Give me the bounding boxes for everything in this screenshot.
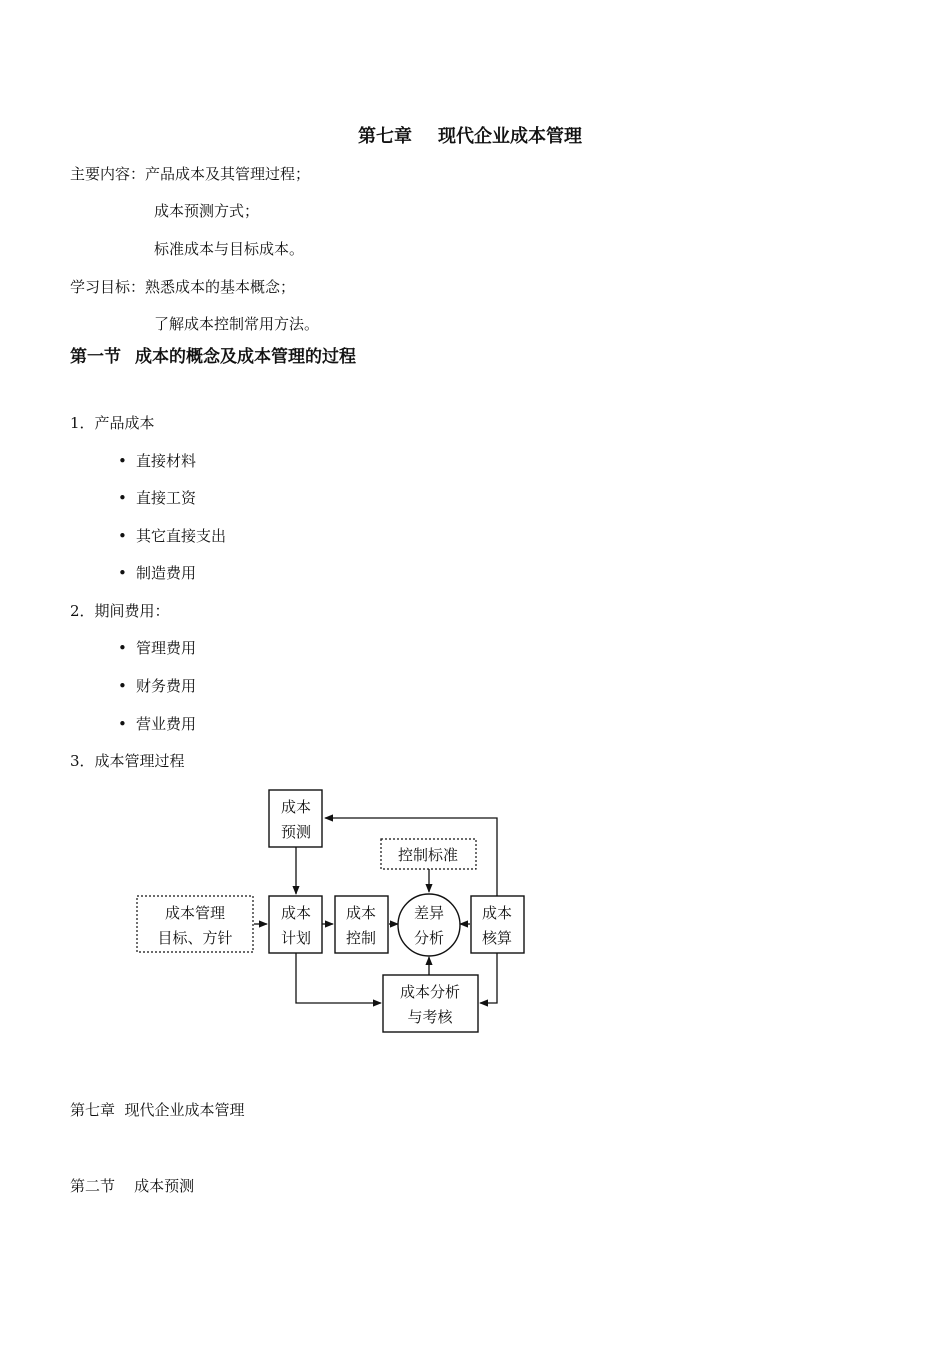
node-forecast	[269, 790, 322, 847]
chapter-number: 第七章	[358, 126, 412, 147]
list-item: • 财务费用	[118, 677, 197, 695]
node-plan	[269, 896, 322, 953]
svg-text:目标、方针: 目标、方针	[157, 929, 233, 947]
learning-goal-item: 了解成本控制常用方法。	[154, 315, 320, 333]
list-heading: 3．成本管理过程	[70, 752, 185, 770]
arrow-accounting-to-analysis	[480, 953, 497, 1003]
svg-text:控制标准: 控制标准	[397, 846, 459, 864]
running-header: 第七章 现代企业成本管理	[70, 1101, 245, 1119]
learning-goal-item: 熟悉成本的基本概念；	[145, 278, 296, 296]
svg-text:核算: 核算	[481, 929, 513, 947]
svg-text:分析: 分析	[413, 929, 445, 947]
section-number: 第一节	[70, 347, 121, 367]
list-item: • 制造费用	[118, 564, 197, 582]
learning-goals-label: 学习目标：	[70, 278, 146, 296]
bullet-icon: •	[118, 489, 127, 507]
svg-text:控制: 控制	[345, 929, 377, 947]
node-control-standard	[381, 839, 476, 869]
svg-text:成本: 成本	[280, 798, 312, 816]
list-item: • 其它直接支出	[118, 527, 227, 545]
chapter-name: 现代企业成本管理	[438, 126, 582, 147]
bullet-icon: •	[118, 564, 127, 582]
section-title: 成本的概念及成本管理的过程	[135, 347, 356, 367]
list-item: • 直接材料	[118, 452, 197, 470]
bullet-icon: •	[118, 452, 127, 470]
main-content-label: 主要内容：	[70, 165, 146, 183]
bullet-icon: •	[118, 527, 127, 545]
svg-text:成本: 成本	[481, 904, 513, 922]
list-heading: 1．产品成本	[70, 414, 155, 432]
main-content-item: 成本预测方式；	[154, 202, 260, 220]
section2-heading: 第二节 成本预测	[70, 1177, 195, 1195]
node-analysis	[383, 975, 478, 1032]
list-item: • 直接工资	[118, 489, 197, 507]
svg-text:预测: 预测	[280, 823, 312, 841]
list-heading: 2．期间费用：	[70, 602, 170, 620]
node-goal-policy	[137, 896, 253, 952]
list-item: • 管理费用	[118, 639, 197, 657]
svg-text:差异: 差异	[413, 904, 445, 922]
bullet-icon: •	[118, 639, 127, 657]
node-control	[335, 896, 388, 953]
main-content-item: 标准成本与目标成本。	[154, 240, 305, 258]
svg-text:成本管理: 成本管理	[164, 904, 226, 922]
bullet-icon: •	[118, 677, 127, 695]
svg-text:与考核: 与考核	[407, 1008, 453, 1026]
bullet-icon: •	[118, 715, 127, 733]
svg-text:计划: 计划	[280, 929, 312, 947]
main-content-item: 产品成本及其管理过程；	[145, 165, 311, 183]
svg-text:成本分析: 成本分析	[399, 983, 461, 1001]
svg-text:成本: 成本	[345, 904, 377, 922]
svg-text:成本: 成本	[280, 904, 312, 922]
list-item: • 营业费用	[118, 715, 197, 733]
node-variance	[398, 894, 460, 956]
node-accounting	[471, 896, 524, 953]
arrow-plan-to-analysis	[296, 953, 381, 1003]
